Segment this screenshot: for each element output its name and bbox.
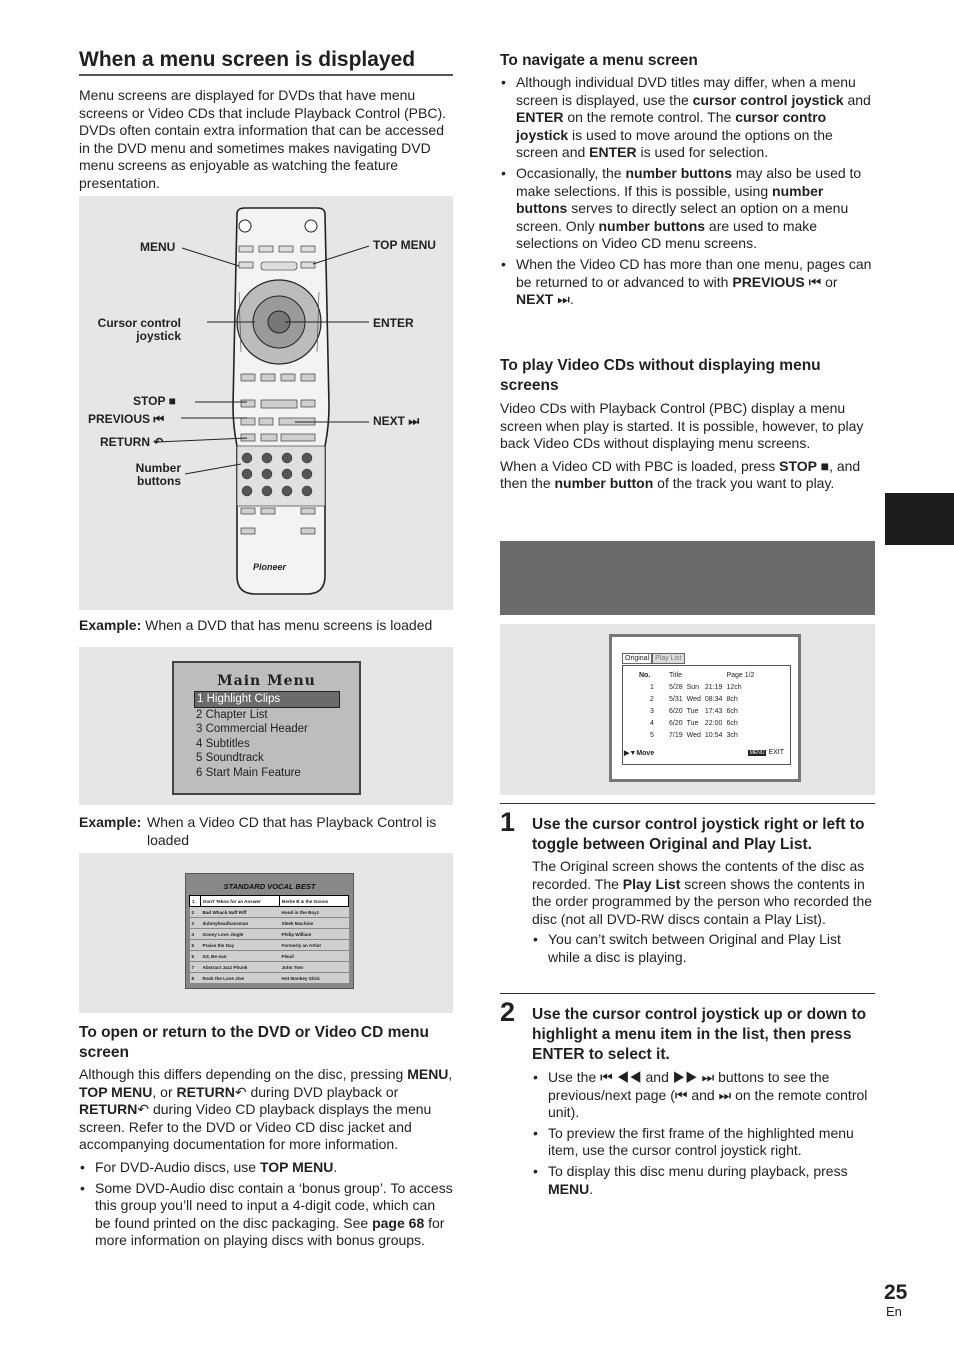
callout-number-buttons: Number buttons <box>135 461 181 488</box>
vcd-nomenu-heading: To play Video CDs without displaying menu screens <box>500 357 821 394</box>
table-row[interactable]: 2 Bad Whack Naff Riff Hood in the Boyz <box>190 907 349 918</box>
list-item: • Some DVD-Audio disc contain a ‘bonus group’. To access this group you’ll need to input a 4-digit code, which can be found printed on the disc packaging. See page 68 for more information on playing discs with bonus groups. <box>79 1180 454 1250</box>
table-row[interactable]: 2 5/31 Wed 08:34 8ch <box>650 695 738 703</box>
list-item: • To display this disc menu during playback, press MENU. <box>532 1163 874 1198</box>
callout-cursor-joystick: Cursor control joystick <box>97 316 181 343</box>
playlist-table <box>637 669 756 741</box>
callout-previous: PREVIOUS ⏮ <box>88 412 165 426</box>
menu-item[interactable]: 3 Commercial Header <box>196 723 308 736</box>
navigate-heading: To navigate a menu screen <box>500 52 698 69</box>
chapter-tab <box>885 493 954 545</box>
arrow-updown-icon: ▶▼ <box>624 750 637 757</box>
list-item: • To preview the first frame of the highlighted menu item, use the cursor control joystick right. <box>532 1125 874 1160</box>
step2-body <box>532 1069 874 1201</box>
step2-heading: Use the cursor control joystick up or down to highlight a menu item in the list, then press ENTER to select it. <box>532 1006 867 1063</box>
table-row[interactable]: 8 Rock the Love Jive Hot Monkey Stick <box>190 973 349 984</box>
vcd-menu-screen <box>185 873 354 989</box>
table-row[interactable]: 6 G3, Be-san Pleuil <box>190 951 349 962</box>
menu-item[interactable]: 6 Start Main Feature <box>196 766 301 779</box>
example2-text: When a Video CD that has Playback Control is loaded <box>147 814 437 848</box>
list-item: • For DVD-Audio discs, use TOP MENU. <box>79 1159 454 1177</box>
list-item: • Use the ⏮ ◀◀ and ▶▶ ⏭ buttons to see the previous/next page (⏮ and ⏭ on the remote control unit). <box>532 1069 874 1122</box>
callout-stop: STOP ■ <box>133 394 176 408</box>
step2-number: 2 <box>500 997 516 1027</box>
page-number: 25 <box>884 1281 908 1304</box>
example1-label: Example: <box>79 617 142 633</box>
menu-item[interactable]: 5 Soundtrack <box>196 752 264 765</box>
remote-brand-logo: Pioneer <box>253 562 287 572</box>
step1-paragraph: The Original screen shows the contents of the disc as recorded. The Play List screen shows the contents in the order programmed by the person who recorded the disc (not all DVD-RW discs contain a Play List). <box>532 858 873 927</box>
navigate-section <box>500 74 875 312</box>
divider <box>500 993 875 994</box>
open-menu-section <box>79 1066 454 1253</box>
menu-chip: MENU <box>749 750 765 756</box>
dvd-main-menu-screen <box>172 661 361 795</box>
table-row[interactable]: 1 5/28 Sun 21:19 12ch <box>650 683 742 691</box>
tab-original[interactable]: Original <box>622 653 652 664</box>
table-row[interactable]: 3 dubmyheadbassman Sleek Machine <box>190 918 349 929</box>
menu-item[interactable]: 1 Highlight Clips <box>194 691 340 708</box>
divider <box>500 803 875 804</box>
step1-body <box>532 858 874 970</box>
step1-heading: Use the cursor control joystick right or left to toggle between Original and Play List. <box>532 816 865 853</box>
table-row[interactable]: 5 Praise the Day Formerly an Artist <box>190 940 349 951</box>
tab-play-list[interactable]: Play List <box>652 653 684 664</box>
section-title: When a menu screen is displayed <box>79 48 453 76</box>
callout-enter: ENTER <box>373 316 414 330</box>
remote-panel <box>79 196 453 610</box>
table-row[interactable]: 5 7/19 Wed 10:54 3ch <box>650 731 738 739</box>
intro-paragraph: Menu screens are displayed for DVDs that have menu screens or Video CDs that include Playback Control (PBC). DVDs often contain extra information that can be accessed in the DVD menu and sometimes makes navigating DVD menu screens as enjoyable as watching the feature presentation. <box>79 87 447 191</box>
callout-top-menu: TOP MENU <box>373 238 436 252</box>
open-menu-paragraph: Although this differs depending on the disc, pressing MENU, TOP MENU, or RETURN↶ during DVD playback or RETURN↶ during Video CD playback displays the menu screen. Refer to the DVD or Video CD disc jacket and accompanying documentation for more information. <box>79 1066 453 1153</box>
callout-next: NEXT ⏭ <box>373 414 420 428</box>
callout-menu: MENU <box>140 240 176 254</box>
example1-text: When a DVD that has menu screens is loaded <box>145 617 433 633</box>
vcd-nomenu-para2: When a Video CD with PBC is loaded, press STOP ■, and then the number button of the track you want to play. <box>500 457 861 492</box>
list-item: • You can’t switch between Original and Play List while a disc is playing. <box>532 931 874 966</box>
menu-item[interactable]: 2 Chapter List <box>196 708 268 721</box>
table-row[interactable]: 7 Abstract Jazz Phunk John Tom <box>190 962 349 973</box>
table-row[interactable]: 4 Gooey Love Jingle Philip William <box>190 929 349 940</box>
page-language: En <box>886 1304 902 1319</box>
step1-number: 1 <box>500 807 516 837</box>
main-menu-title: Main Menu <box>217 673 316 689</box>
table-header: No. Title Page 1/2 <box>639 671 755 679</box>
subsection-header-band <box>500 541 875 615</box>
table-row[interactable]: 1 Don't Tekno for an Answer Bertie B & the Goons <box>190 896 349 907</box>
vcd-menu-title: STANDARD VOCAL BEST <box>223 882 316 891</box>
example2-caption <box>79 814 454 849</box>
example2-label: Example: <box>79 814 142 830</box>
vcd-nomenu-section <box>500 400 875 493</box>
menu-item[interactable]: 4 Subtitles <box>196 737 250 750</box>
table-row[interactable]: 3 6/20 Tue 17:43 6ch <box>650 707 738 715</box>
table-row[interactable]: 4 6/20 Tue 22:00 6ch <box>650 719 738 727</box>
example1-caption <box>79 617 454 635</box>
vcd-nomenu-para1: Video CDs with Playback Control (PBC) display a menu screen when play is started. It is possible, however, to play back Video CDs without displaying menu screens. <box>500 400 864 452</box>
vcd-track-table <box>189 895 349 984</box>
playlist-screen <box>609 634 801 782</box>
playlist-move-hint: ▶▼Move <box>624 750 655 757</box>
playlist-exit-hint: MENU EXIT <box>749 749 784 756</box>
list-item: • Occasionally, the number buttons may also be used to make selections. If this is possible, using number buttons serves to directly select an option on a menu screen. Only number buttons are used to make selections on Video CD menu screens. <box>500 165 875 253</box>
callout-return: RETURN ↶ <box>100 435 164 449</box>
list-item: • When the Video CD has more than one menu, pages can be returned to or advanced to with PREVIOUS ⏮ or NEXT ⏭. <box>500 256 875 309</box>
list-item: • Although individual DVD titles may differ, when a menu screen is displayed, use the cursor control joystick and ENTER on the remote control. The cursor contro joystick is used to move around the options on the screen and ENTER is used for selection. <box>500 74 875 162</box>
open-menu-heading: To open or return to the DVD or Video CD menu screen <box>79 1024 429 1061</box>
